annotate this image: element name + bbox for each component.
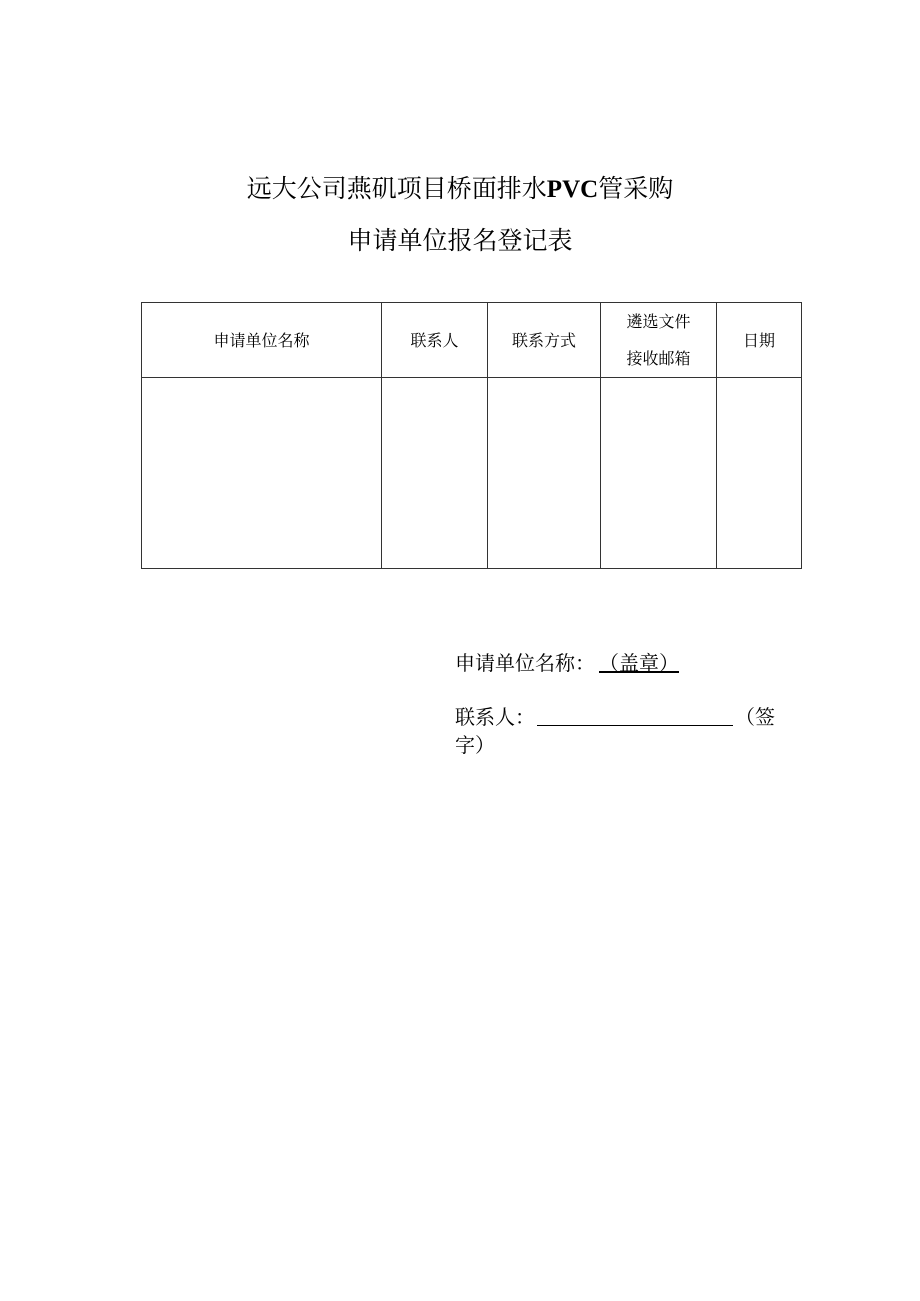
header-unit-name: 申请单位名称 bbox=[142, 303, 382, 378]
unit-seal: （盖章） bbox=[599, 651, 679, 675]
cell-email[interactable] bbox=[601, 378, 717, 569]
header-email bbox=[601, 303, 717, 378]
table-row bbox=[142, 378, 802, 569]
header-date: 日期 bbox=[717, 303, 802, 378]
title-suffix: 管采购 bbox=[598, 174, 674, 203]
title-bold-pvc: PVC bbox=[546, 176, 599, 203]
table-header-row bbox=[142, 303, 802, 378]
header-contact-person: 联系人 bbox=[382, 303, 488, 378]
signature-blank[interactable] bbox=[537, 703, 733, 726]
cell-date[interactable] bbox=[717, 378, 802, 569]
contact-signature-wrap bbox=[455, 730, 495, 760]
document-title-line2: 申请单位报名登记表 bbox=[347, 226, 573, 255]
document-title-line1 bbox=[0, 174, 920, 205]
unit-label: 申请单位名称： bbox=[455, 651, 595, 675]
header-contact-method: 联系方式 bbox=[488, 303, 601, 378]
cell-contact-person[interactable] bbox=[382, 378, 488, 569]
title-prefix: 远大公司燕矶项目桥面排水 bbox=[246, 174, 547, 203]
sign-part1: （签 bbox=[735, 705, 775, 729]
contact-label: 联系人： bbox=[455, 705, 535, 729]
sign-part2: 字） bbox=[455, 733, 495, 757]
registration-table bbox=[141, 302, 802, 569]
contact-signature-line bbox=[455, 702, 775, 732]
cell-contact-method[interactable] bbox=[488, 378, 601, 569]
header-email-line1: 遴选文件 bbox=[626, 312, 691, 331]
unit-signature-line bbox=[455, 648, 693, 678]
header-email-line2: 接收邮箱 bbox=[626, 349, 691, 368]
cell-unit-name[interactable] bbox=[142, 378, 382, 569]
